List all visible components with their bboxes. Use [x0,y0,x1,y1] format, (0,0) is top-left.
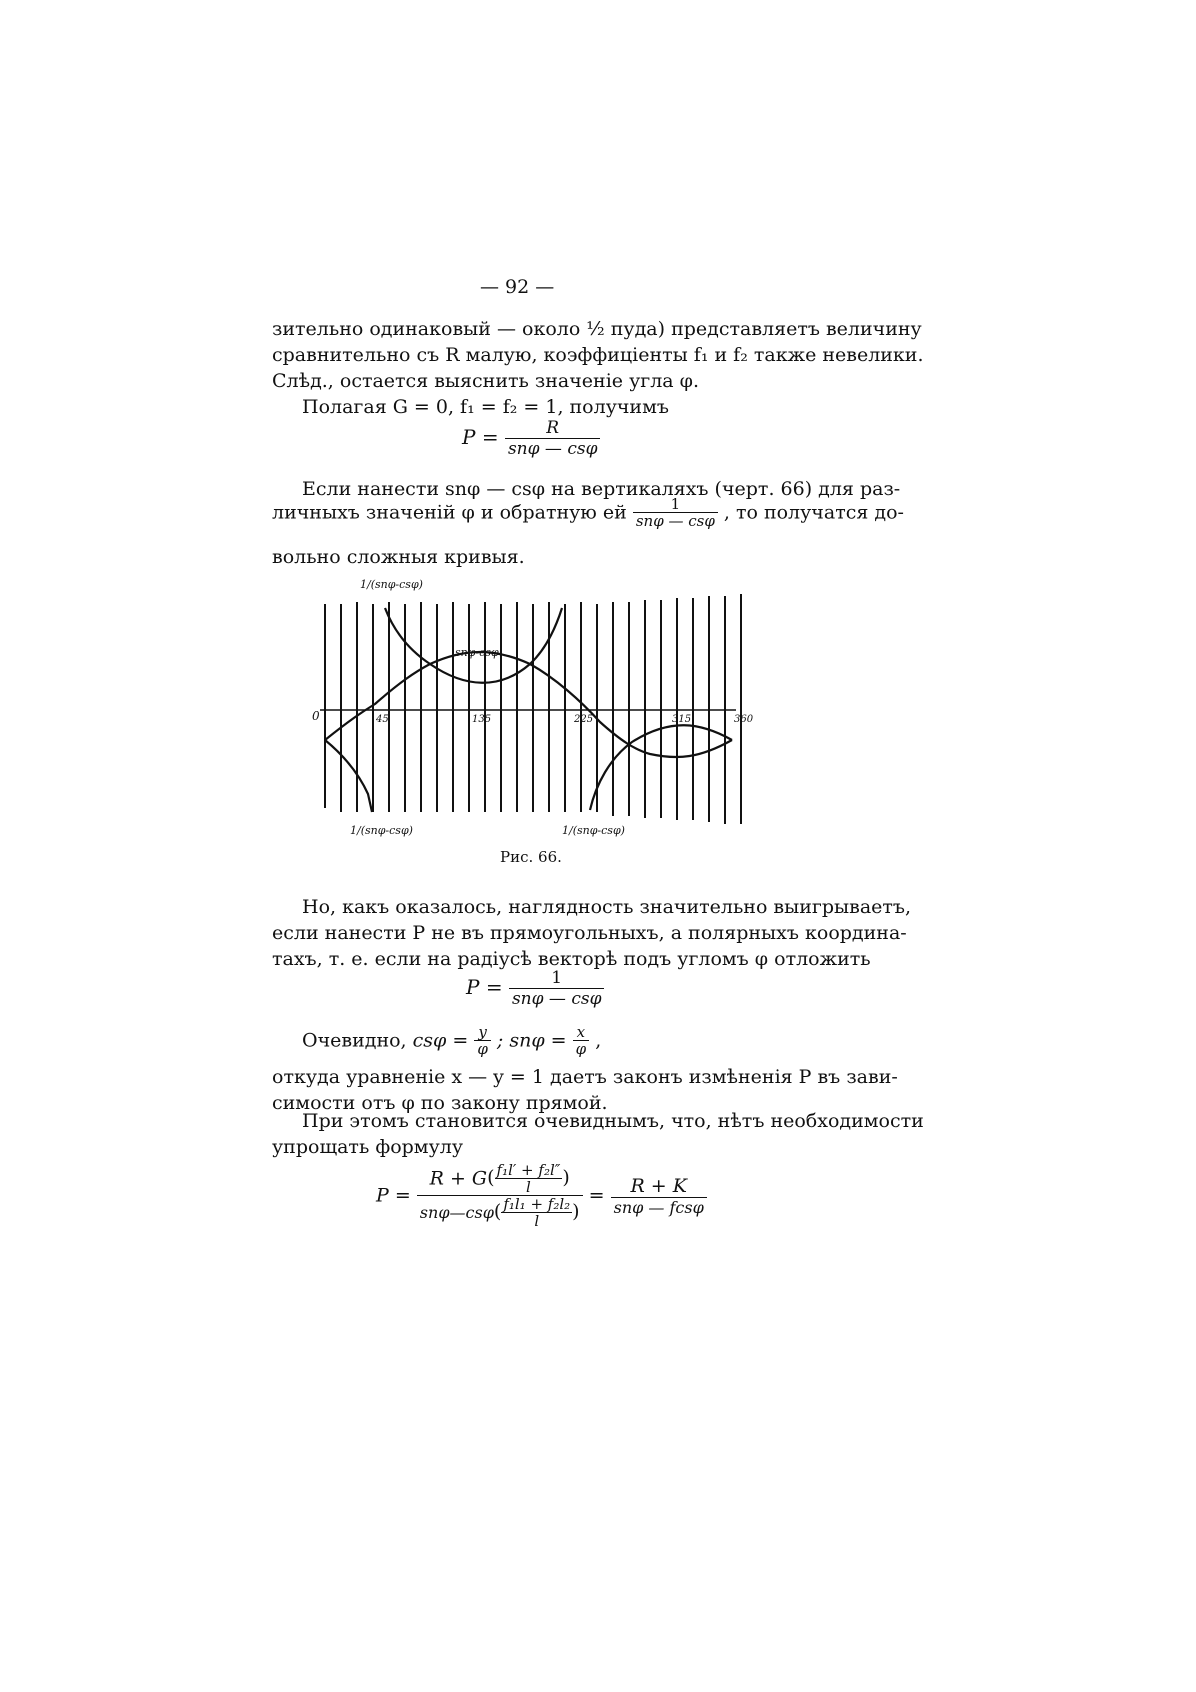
formula-3-top-main: R + G [429,1167,488,1190]
paragraph-5-eq1-denominator: φ [474,1040,491,1057]
paragraph-5 [272,1024,874,1070]
formula-3-lhs: P = [376,1184,411,1207]
label-top-left-curve: 1/(snφ-csφ) [360,578,423,591]
paragraph-5-eq1-lhs: csφ = [412,1029,469,1052]
curve-sin-minus-cos [325,652,732,757]
paragraph-3-line-2-end: , то получатся до- [723,501,904,524]
label-origin: 0 [312,709,320,723]
formula-3-bottom-inner-numerator: f₁l₁ + f₂l₂ [503,1195,571,1213]
paragraph-1-line-1: зительно одинаковый — около ½ пуда) представляетъ величину [272,318,922,340]
label-360: 360 [734,714,754,725]
paragraph-3-fraction-denominator: snφ — csφ [633,512,718,529]
formula-3-top-inner-numerator: f₁l′ + f₂l″ [496,1161,561,1179]
formula-3-bottom-inner-denominator: l [501,1212,572,1229]
paragraph-1-line-3: Слѣд., остается выяснить значеніе угла φ. [272,370,699,392]
label-225: 225 [574,714,594,725]
label-bottom-left-curve: 1/(snφ-csφ) [350,824,413,837]
formula-1-numerator: R [546,418,560,438]
paragraph-5-eq2-lhs: ; snφ = [496,1029,567,1052]
formula-3-right-numerator: R + K [630,1174,687,1197]
paragraph-7-line-1: При этомъ становится очевиднымъ, что, нѣтъ необходимости [302,1110,924,1132]
paragraph-4-line-3: тахъ, т. е. если на радіусѣ векторѣ подъ угломъ φ отложить [272,948,871,970]
formula-3-top-inner-denominator: l [495,1178,563,1195]
label-315: 315 [672,714,692,725]
label-135: 135 [472,714,492,725]
paragraph-5-eq1-numerator: y [478,1023,487,1041]
paragraph-4-line-1: Но, какъ оказалось, наглядность значительно выигрываетъ, [302,896,912,918]
paragraph-5-eq2-denominator: φ [573,1040,590,1057]
paragraph-5-suffix: , [595,1029,602,1052]
paragraph-3-line-3: вольно сложныя кривыя. [272,546,525,568]
curve-reciprocal-lower-left [325,740,372,812]
label-45: 45 [376,714,389,725]
paragraph-1-line-2: сравнительно съ R малую, коэффиціенты f₁ и f₂ также невелики. [272,344,924,366]
paragraph-5-prefix: Очевидно, [302,1029,407,1052]
formula-2-lhs: P = [466,975,503,999]
paragraph-6-line-2: симости отъ φ по закону прямой. [272,1092,608,1114]
formula-3: P = R + G( $\frac{\text{f₁l′ + f₂l″}}{l}$ ) snφ—csφ( $\frac{\text{f₁l₁ + f₂l₂}}{l}$ ) = $\frac{R + K}{\text{snφ — fcsφ}}$ [376,1162,707,1229]
formula-3-right-denominator: snφ — fcsφ [611,1197,707,1217]
paragraph-2-line-1: Полагая G = 0, f₁ = f₂ = 1, получимъ [302,396,669,418]
formula-3-equals: = [588,1184,605,1207]
paragraph-3-fraction-numerator: 1 [670,495,681,513]
figure-66 [300,572,780,862]
page-number: — 92 — [480,276,555,298]
formula-2-denominator: snφ — csφ [509,988,605,1009]
figure-caption: Рис. 66. [500,848,562,862]
paragraph-3-line-2-start: личныхъ значеній φ и обратную ей [272,501,627,524]
formula-1-lhs: P = [462,425,499,449]
paragraph-6-line-1: откуда уравненіе x — y = 1 даетъ законъ измѣненія P въ зави- [272,1066,898,1088]
formula-2-numerator: 1 [551,968,563,988]
paragraph-3-line-1: Если нанести snφ — csφ на вертикаляхъ (черт. 66) для раз- [302,478,901,500]
figure-vertical-lines [325,594,741,824]
formula-3-bottom-main: snφ—csφ [419,1203,494,1222]
paragraph-4-line-2: если нанести P не въ прямоугольныхъ, а полярныхъ координа- [272,922,907,944]
label-top-middle-curve: snφ-csφ [455,646,499,659]
paragraph-5-eq2-numerator: x [576,1023,586,1041]
formula-1 [462,418,600,459]
paragraph-3-line-2 [272,495,904,540]
formula-2 [466,968,604,1009]
formula-1-denominator: snφ — csφ [505,438,601,459]
paragraph-7-line-2: упрощать формулу [272,1136,464,1158]
label-bottom-right-curve: 1/(snφ-csφ) [562,824,625,837]
